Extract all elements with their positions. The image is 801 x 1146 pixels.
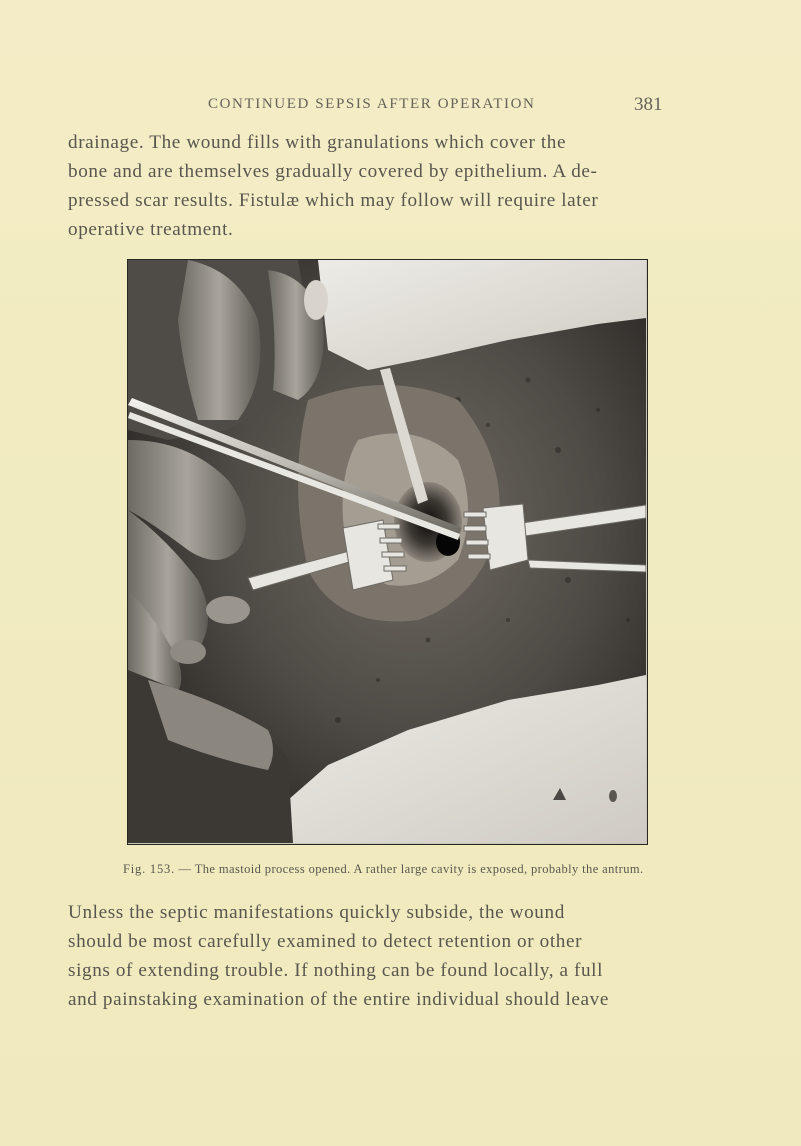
bottom-paragraph <box>68 898 768 1014</box>
paragraph-line: pressed scar results. Fistulæ which may follow will require later <box>68 190 599 211</box>
paragraph-line: should be most carefully examined to detect retention or other <box>68 931 583 952</box>
figure-label: Fig. 153. <box>123 862 175 876</box>
paragraph-line: drainage. The wound fills with granulations which cover the <box>68 132 567 153</box>
running-head <box>130 94 670 124</box>
surgical-photograph <box>127 259 648 845</box>
surgical-photograph-illustration <box>128 260 646 843</box>
paragraph-line: bone and are themselves gradually covered by epithelium. A de- <box>68 161 598 182</box>
figure-caption <box>123 862 723 877</box>
figure-caption-text: — The mastoid process opened. A rather large cavity is exposed, probably the antrum. <box>178 862 644 876</box>
page-number: 381 <box>634 94 663 115</box>
paragraph-line: signs of extending trouble. If nothing can be found locally, a full <box>68 960 604 981</box>
paragraph-line: Unless the septic manifestations quickly subside, the wound <box>68 902 565 923</box>
paragraph-line: operative treatment. <box>68 219 234 240</box>
running-title: CONTINUED SEPSIS AFTER OPERATION <box>208 96 536 112</box>
paragraph-line: and painstaking examination of the entire individual should leave <box>68 989 609 1010</box>
top-paragraph <box>68 128 768 244</box>
